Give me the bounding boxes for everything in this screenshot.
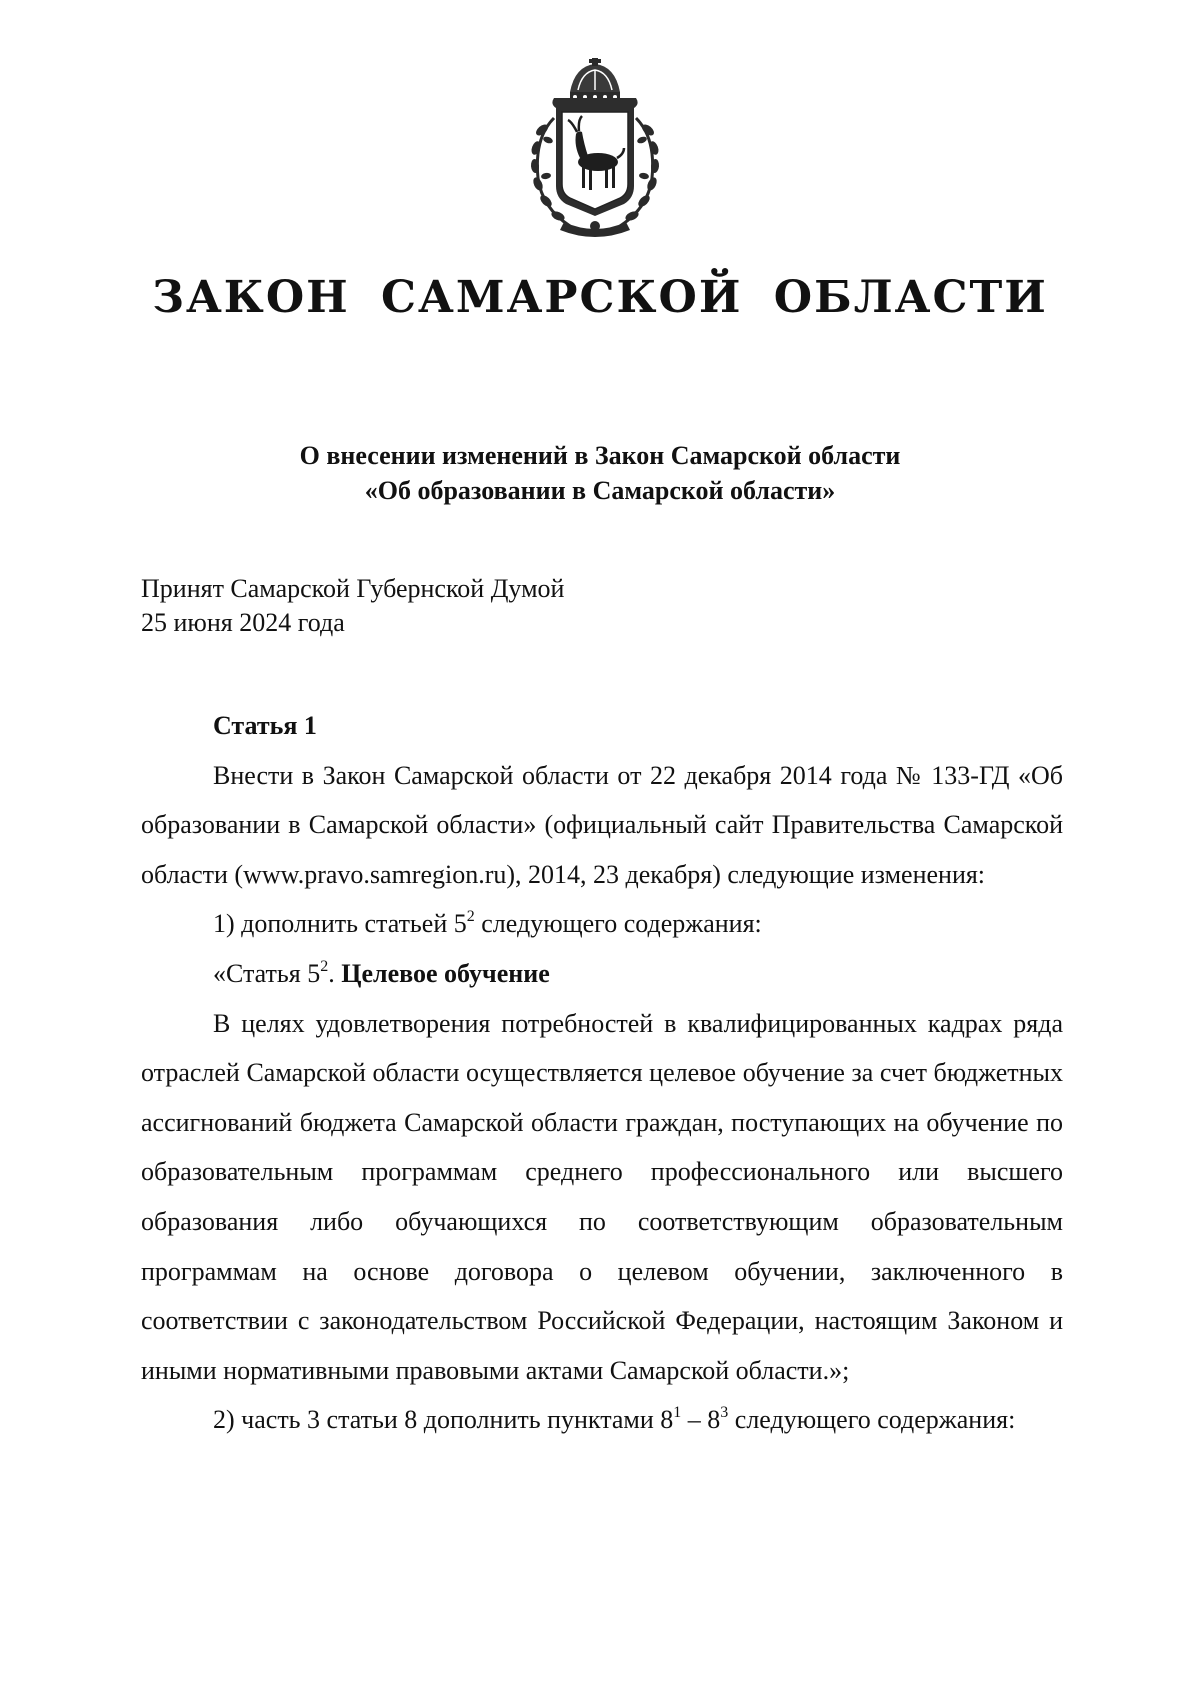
item-2-dash: – 8 — [681, 1405, 721, 1435]
samara-coat-of-arms-icon — [520, 58, 670, 240]
item-1-text-end: следующего содержания: — [474, 909, 762, 939]
adoption-info — [141, 572, 564, 640]
new-article-heading — [141, 949, 1063, 999]
new-article-title: Целевое обучение — [341, 958, 550, 988]
item-1-text: 1) дополнить статьей 5 — [213, 909, 467, 939]
new-article-dot: . — [328, 958, 342, 988]
new-article-prefix: «Статья 5 — [213, 958, 321, 988]
item-2-text: 2) часть 3 статьи 8 дополнить пунктами 8 — [213, 1405, 674, 1435]
article-1-intro-paragraph: Внести в Закон Самарской области от 22 декабря 2014 года № 133-ГД «Об образовании в Самарской области» (официальный сайт Правительства Самарской области (www.pravo.samregion.ru), 2014, 23 декабря) следующие изменения: — [141, 760, 1063, 889]
item-2-superscript-2: 3 — [720, 1404, 729, 1422]
law-title: ЗАКОН САМАРСКОЙ ОБЛАСТИ — [152, 272, 1048, 323]
crown-icon — [570, 58, 620, 102]
item-1-superscript: 2 — [466, 908, 475, 926]
coat-of-arms-emblem — [520, 58, 670, 240]
amendment-item-2 — [141, 1395, 1063, 1445]
document-body — [141, 701, 1063, 1445]
amendment-item-1 — [141, 899, 1063, 949]
law-subtitle — [0, 438, 1200, 508]
adoption-date: 25 июня 2024 года — [141, 608, 345, 637]
item-2-superscript-1: 1 — [673, 1404, 682, 1422]
item-2-text-end: следующего содержания: — [728, 1405, 1016, 1435]
subtitle-line-2: «Об образовании в Самарской области» — [364, 476, 836, 505]
new-article-superscript: 2 — [320, 957, 329, 975]
ribbon-icon — [560, 221, 630, 237]
article-1-heading: Статья 1 — [213, 711, 317, 740]
subtitle-line-1: О внесении изменений в Закон Самарской области — [299, 441, 901, 470]
new-article-paragraph: В целях удовлетворения потребностей в квалифицированных кадрах ряда отраслей Самарской области осуществляется целевое обучение за счет бюджетных ассигнований бюджета Самарской области граждан, поступающих на обучение по образовательным программам среднего профессионального или высшего образования либо обучающихся по соответствующим образовательным программам на основе договора о целевом обучении, заключенного в соответствии с законодательством Российской Федерации, настоящим Законом и иными нормативными правовыми актами Самарской области.»; — [141, 1008, 1063, 1385]
adoption-body: Принят Самарской Губернской Думой — [141, 574, 565, 603]
